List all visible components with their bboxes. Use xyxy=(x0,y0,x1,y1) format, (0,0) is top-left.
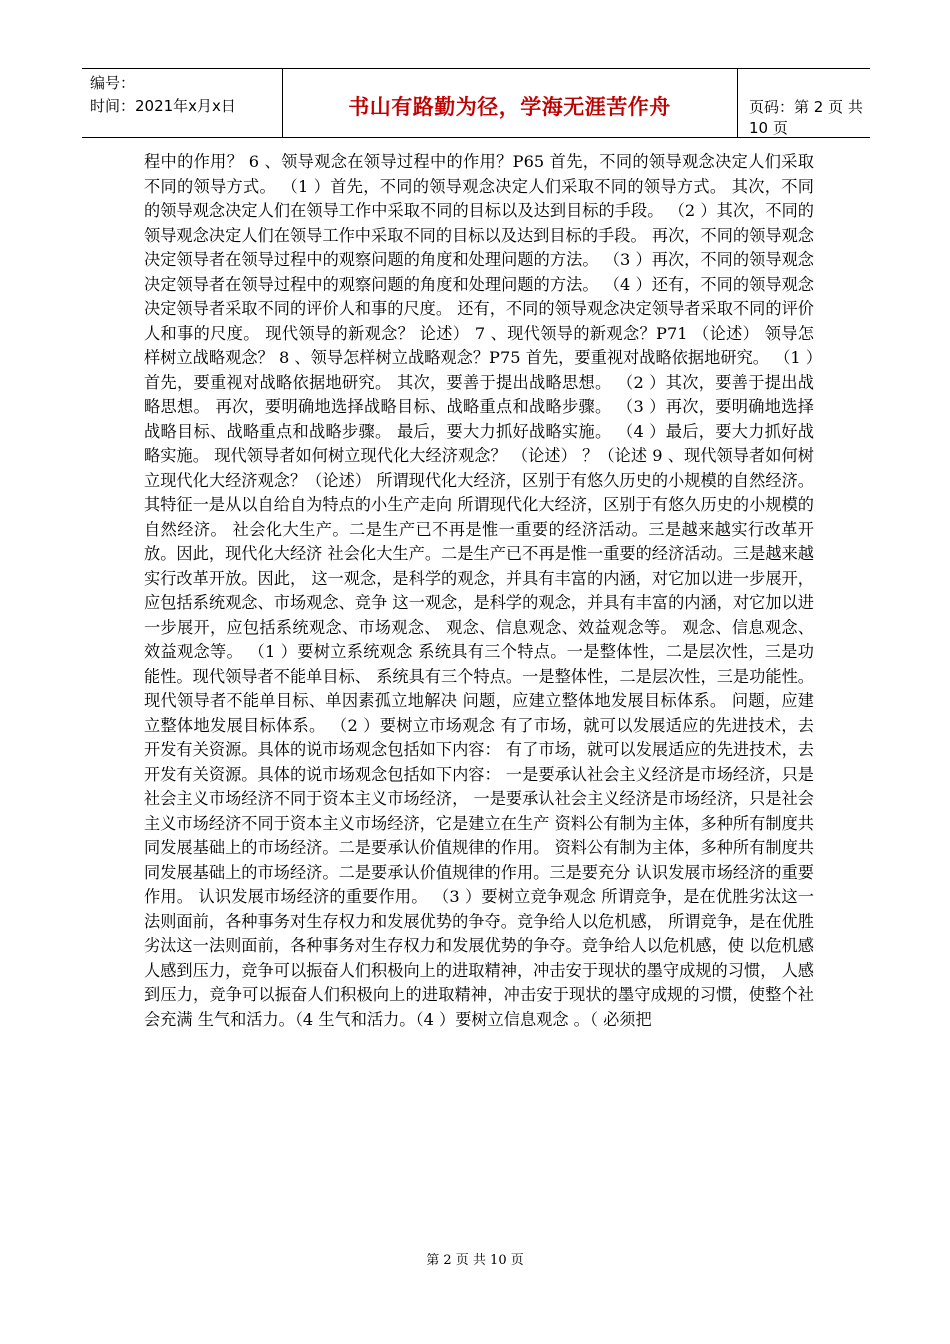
header-page-number: 页码：第 2 页 共 10 页 xyxy=(749,98,863,137)
document-code-label: 编号： xyxy=(90,74,136,92)
header-motto: 书山有路勤为径，学海无涯苦作舟 xyxy=(348,94,671,119)
header-page-cell xyxy=(737,69,870,137)
body-paragraph: 程中的作用？ 6 、领导观念在领导过程中的作用？P65 首先，不同的领导观念决定人们采取不同的领导方式。 （1 ）首先，不同的领导观念决定人们采取不同的领导方式。 其次，不同的领导观念决定人们在领导工作中采取不同的目标以及达到目标的手段。 （2 ）其次，不同的领导观念决定人们在领导工作中采取不同的目标以及达到目标的手段。 再次，不同的领导观念决定领导者在领导过程中的观察问题的角度和处理问题的方法。 （3 ）再次，不同的领导观念决定领导者在领导过程中的观察问题的角度和处理问题的方法。 （4 ）还有，不同的领导观念决定领导者采取不同的评价人和事的尺度。 还有，不同的领导观念决定领导者采取不同的评价人和事的尺度。 现代领导的新观念？ 论述） 7 、现代领导的新观念？P71 （论述） 领导怎样树立战略观念？ 8 、领导怎样树立战略观念？P75 首先，要重视对战略依据地研究。 （1 ）首先，要重视对战略依据地研究。 其次，要善于提出战略思想。 （2 ）其次，要善于提出战略思想。 再次，要明确地选择战略目标、战略重点和战略步骤。 （3 ）再次，要明确地选择战略目标、战略重点和战略步骤。 最后，要大力抓好战略实施。 （4 ）最后，要大力抓好战略实施。 现代领导者如何树立现代化大经济观念？ （论述） ？（论述 9 、现代领导者如何树立现代化大经济观念？（论述） 所谓现代化大经济，区别于有悠久历史的小规模的自然经济。其特征一是从以自给自为特点的小生产走向 所谓现代化大经济，区别于有悠久历史的小规模的自然经济。 社会化大生产。二是生产已不再是惟一重要的经济活动。三是越来越实行改革开放。因此，现代化大经济 社会化大生产。二是生产已不再是惟一重要的经济活动。三是越来越实行改革开放。因此， 这一观念，是科学的观念，并具有丰富的内涵，对它加以进一步展开，应包括系统观念、市场观念、竞争 这一观念，是科学的观念，并具有丰富的内涵，对它加以进一步展开，应包括系统观念、市场观念、 观念、信息观念、效益观念等。 观念、信息观念、效益观念等。 （1 ）要树立系统观念 系统具有三个特点。一是整体性，二是层次性，三是功能性。现代领导者不能单目标、 系统具有三个特点。一是整体性，二是层次性，三是功能性。现代领导者不能单目标、单因素孤立地解决 问题，应建立整体地发展目标体系。 问题，应建立整体地发展目标体系。 （2 ）要树立市场观念 有了市场，就可以发展适应的先进技术，去开发有关资源。具体的说市场观念包括如下内容： 有了市场，就可以发展适应的先进技术，去开发有关资源。具体的说市场观念包括如下内容： 一是要承认社会主义经济是市场经济，只是社会主义市场经济不同于资本主义市场经济， 一是要承认社会主义经济是市场经济，只是社会主义市场经济不同于资本主义市场经济，它是建立在生产 资料公有制为主体，多种所有制度共同发展基础上的市场经济。二是要承认价值规律的作用。 资料公有制为主体，多种所有制度共同发展基础上的市场经济。二是要承认价值规律的作用。三是要充分 认识发展市场经济的重要作用。 认识发展市场经济的重要作用。 （3 ）要树立竞争观念 所谓竞争，是在优胜劣汰这一法则面前，各种事务对生存权力和发展优势的争夺。竞争给人以危机感， 所谓竞争，是在优胜劣汰这一法则面前，各种事务对生存权力和发展优势的争夺。竞争给人以危机感，使 以危机感 人感到压力，竞争可以振奋人们积极向上的进取精神，冲击安于现状的墨守成规的习惯， 人感到压力，竞争可以振奋人们积极向上的进取精神，冲击安于现状的墨守成规的习惯，使整个社会充满 生气和活力。（4 生气和活力。（4 ）要树立信息观念 。（ 必须把 xyxy=(144,152,814,1029)
document-body xyxy=(144,150,814,1032)
page-header xyxy=(82,68,870,138)
header-motto-cell xyxy=(282,69,738,137)
header-meta-cell xyxy=(82,69,283,137)
page-footer: 第 2 页 共 10 页 xyxy=(426,1253,524,1268)
document-time-label: 时间：2021年x月x日 xyxy=(90,97,236,115)
